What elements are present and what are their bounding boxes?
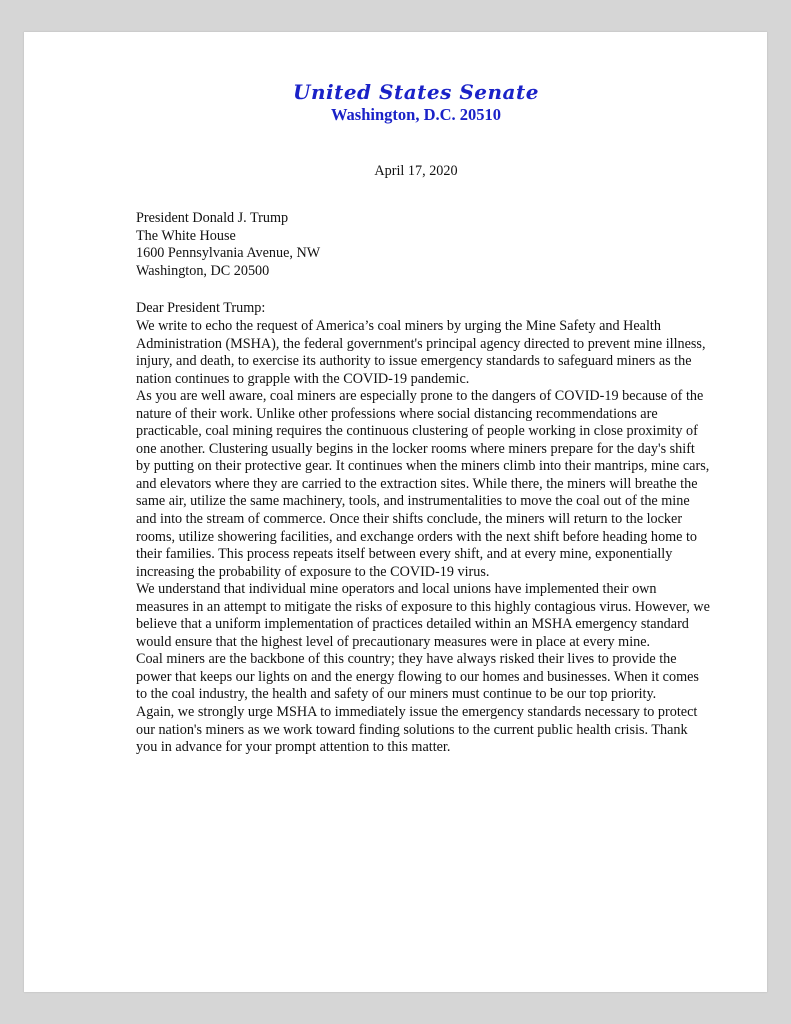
letterhead-location: Washington, D.C. 20510 (330, 105, 502, 124)
paragraph-4: Coal miners are the backbone of this country; they have always risked their lives to provide the power that keeps our lights on and the energy flowing to our homes and businesses. When it comes to the coal industry, the health and safety of our miners must continue to be our top priority. (136, 651, 699, 703)
recipient-city: Washington, DC 20500 (136, 262, 270, 279)
paragraph-1: We write to echo the request of America’s coal miners by urging the Mine Safety and Health Administration (MSHA), the federal government's principal agency directed to prevent mine illness, injury, and death, to exercise its authority to issue emergency standards to safeguard miners as the nation continues to grapple with the COVID-19 pandemic. (136, 317, 706, 387)
recipient-address (136, 210, 716, 280)
letterhead (136, 80, 696, 126)
recipient-org: The White House (136, 227, 236, 244)
paragraph-3: We understand that individual mine operators and local unions have implemented their own measures in an attempt to mitigate the risks of exposure to this highly contagious virus. However, we believe that a uniform implementation of practices detailed within an MSHA emergency standard would ensure that the highest level of precautionary measures were in place at every mine. (136, 581, 710, 650)
recipient-name: President Donald J. Trump (136, 210, 289, 226)
salutation: Dear President Trump: (136, 300, 266, 317)
letter-content (136, 80, 716, 757)
letter-page (24, 32, 767, 992)
paragraph-2: As you are well aware, coal miners are especially prone to the dangers of COVID-19 because of the nature of their work. Unlike other professions where social distancing recommendations are practicable, coal mining requires the continuous clustering of people working in close proximity of one another. Clustering usually begins in the locker rooms where miners prepare for the day's shift by putting on their protective gear. It continues when the miners climb into their mantrips, mine cars, and elevators where they are carried to the extraction sites. While there, the miners will breathe the same air, utilize the same machinery, tools, and instrumentalities to move the coal out of the mine and into the stream of commerce. Once their shifts conclude, the miners will return to the locker rooms, utilize showering facilities, and exchange orders with the next shift before heading home to their families. This process repeats itself between every shift, and at every mine, exponentially increasing the probability of exposure to the COVID-19 virus. (136, 388, 710, 580)
letter-date: April 17, 2020 (374, 163, 458, 179)
recipient-street: 1600 Pennsylvania Avenue, NW (136, 245, 321, 262)
paragraph-5: Again, we strongly urge MSHA to immediately issue the emergency standards necessary to protect our nation's miners as we work toward finding solutions to the current public health crisis. Thank you in advance for your prompt attention to this matter. (136, 704, 698, 756)
letterhead-title: United States Senate (293, 80, 539, 104)
